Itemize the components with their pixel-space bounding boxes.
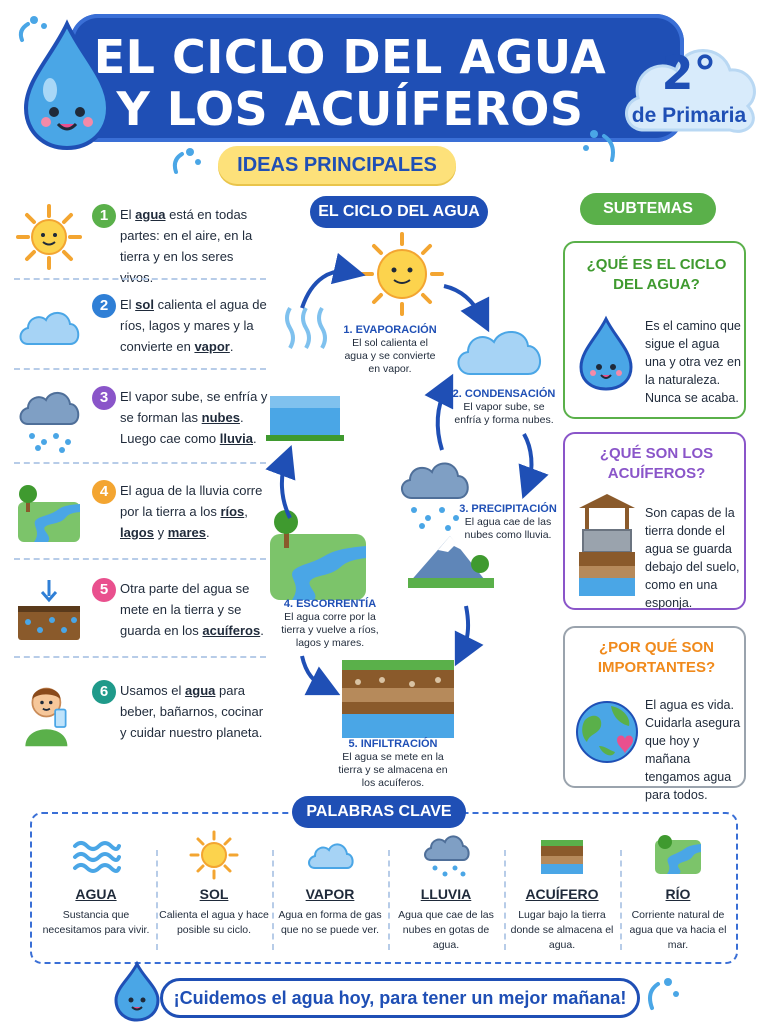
cloud-icon bbox=[14, 292, 84, 362]
waves-icon bbox=[71, 830, 121, 880]
keyword-definition: Lugar bajo la tierra donde se almacena el agua. bbox=[510, 909, 614, 951]
cycle-step bbox=[332, 738, 454, 790]
idea-number: 5 bbox=[92, 578, 116, 602]
cycle-arrow bbox=[302, 656, 326, 688]
step-text: El agua corre por la tierra y vuelve a ríos, lagos y mares. bbox=[281, 611, 379, 649]
ideas-heading: IDEAS PRINCIPALES bbox=[218, 146, 456, 184]
step-title: 2. CONDENSACIÓN bbox=[452, 388, 556, 400]
idea-item bbox=[14, 290, 267, 378]
rain-cloud-icon bbox=[14, 384, 84, 454]
cycle-step bbox=[452, 388, 556, 427]
keyword-term: ACUÍFERO bbox=[525, 886, 599, 902]
cloud-icon bbox=[305, 830, 355, 880]
step-text: El agua se mete en la tierra y se almacena en los acuíferos. bbox=[338, 751, 448, 789]
sun-icon bbox=[14, 202, 84, 272]
keyword-term: RÍO bbox=[665, 886, 691, 902]
idea-number: 1 bbox=[92, 204, 116, 228]
subtopic-card bbox=[563, 432, 746, 610]
idea-item bbox=[14, 476, 264, 564]
card-text: Es el camino que sigue el agua una y otra vez en la naturaleza. Nunca se acaba. bbox=[645, 319, 741, 405]
card-title: ¿QUÉ ES EL CICLO DEL AGUA? bbox=[586, 256, 727, 293]
aquifer-layers-icon bbox=[342, 660, 454, 738]
child-drinking-icon bbox=[14, 678, 84, 748]
idea-text: El sol calienta el agua de ríos, lagos y mares y la convierte en vapor. bbox=[120, 297, 267, 354]
cycle-arrow bbox=[444, 286, 482, 318]
water-splash-icon bbox=[578, 124, 618, 168]
page-title-line-2: Y LOS ACUÍFEROS bbox=[116, 82, 584, 136]
cycle-step bbox=[276, 598, 384, 650]
evaporation-water-icon bbox=[266, 308, 344, 438]
sun-icon bbox=[189, 830, 239, 880]
keyword-term: AGUA bbox=[75, 886, 117, 902]
grade-number: 2° bbox=[661, 46, 717, 100]
idea-text: El vapor sube, se enfría y se forman las nubes. Luego cae como lluvia. bbox=[120, 389, 268, 446]
idea-number: 3 bbox=[92, 386, 116, 410]
sun-icon bbox=[362, 234, 442, 314]
water-splash-icon bbox=[644, 972, 684, 1016]
idea-number: 6 bbox=[92, 680, 116, 704]
cycle-arrow bbox=[438, 388, 446, 450]
card-title: ¿POR QUÉ SON IMPORTANTES? bbox=[597, 639, 716, 676]
keyword-term: LLUVIA bbox=[420, 886, 472, 902]
idea-text: El agua de la lluvia corre por la tierra a los ríos, lagos y mares. bbox=[120, 483, 263, 540]
idea-item bbox=[14, 574, 264, 662]
idea-item bbox=[14, 676, 264, 764]
grade-label: de Primaria bbox=[631, 104, 747, 127]
idea-number: 2 bbox=[92, 294, 116, 318]
river-icon bbox=[653, 830, 703, 880]
cycle-arrow bbox=[302, 271, 350, 308]
divider bbox=[14, 462, 266, 464]
keyword-definition: Agua que cae de las nubes en gotas de agua. bbox=[398, 909, 494, 951]
divider bbox=[14, 368, 266, 370]
cycle-step bbox=[456, 503, 560, 542]
idea-text: Otra parte del agua se mete en la tierra y se guarda en los acuíferos. bbox=[120, 581, 264, 638]
cycle-arrow bbox=[462, 606, 468, 652]
river-landscape-icon bbox=[14, 478, 84, 548]
keyword-definition: Sustancia que necesitamos para vivir. bbox=[42, 909, 150, 936]
subtopics-heading: SUBTEMAS bbox=[580, 193, 716, 225]
keyword-term: VAPOR bbox=[305, 886, 355, 902]
idea-text: El agua está en todas partes: en el aire, en la tierra y en los seres vivos. bbox=[120, 207, 253, 285]
water-drop-icon bbox=[575, 315, 637, 391]
idea-text: Usamos el agua para beber, bañarnos, cocinar y cuidar nuestro planeta. bbox=[120, 683, 264, 740]
keyword-definition: Agua en forma de gas que no se puede ver. bbox=[278, 909, 382, 936]
footer-slogan: ¡Cuidemos el agua hoy, para tener un mejor mañana! bbox=[160, 978, 640, 1018]
step-title: 3. PRECIPITACIÓN bbox=[459, 503, 557, 515]
idea-item bbox=[14, 200, 264, 288]
keyword-definition: Calienta el agua y hace posible su ciclo. bbox=[159, 909, 269, 936]
water-drop-mascot-icon bbox=[112, 960, 162, 1022]
card-text: Son capas de la tierra donde el agua se guarda debajo del suelo, como en una esponja. bbox=[645, 506, 740, 610]
step-text: El sol calienta el agua y se convierte en vapor. bbox=[344, 337, 436, 375]
keyword-definition: Corriente natural de agua que va hacia el mar. bbox=[629, 909, 727, 951]
divider bbox=[14, 278, 266, 280]
cycle-arrow bbox=[524, 434, 531, 484]
cycle-heading: EL CICLO DEL AGUA bbox=[310, 196, 488, 228]
mountain-icon bbox=[408, 536, 494, 588]
cycle-step bbox=[340, 324, 440, 376]
cycle-arrow bbox=[282, 460, 290, 518]
divider bbox=[14, 558, 266, 560]
water-drop-mascot-icon bbox=[12, 16, 122, 154]
earth-heart-icon bbox=[573, 698, 641, 766]
step-title: 1. EVAPORACIÓN bbox=[343, 324, 437, 336]
subtopic-card bbox=[563, 241, 746, 419]
keyword-term: SOL bbox=[199, 886, 229, 902]
idea-number: 4 bbox=[92, 480, 116, 504]
river-landscape-icon bbox=[270, 510, 366, 600]
step-text: El vapor sube, se enfría y forma nubes. bbox=[454, 401, 554, 426]
subtopic-card bbox=[563, 626, 746, 802]
card-text: El agua es vida. Cuidarla asegura que hoy y mañana tengamos agua para todos. bbox=[645, 698, 741, 802]
well-icon bbox=[575, 492, 639, 600]
water-splash-icon bbox=[170, 142, 206, 178]
cloud-icon bbox=[458, 332, 540, 374]
divider bbox=[14, 656, 266, 658]
soil-infiltration-icon bbox=[14, 576, 84, 646]
idea-item bbox=[14, 382, 268, 470]
aquifer-layers-icon bbox=[537, 830, 587, 880]
step-title: 4. ESCORRENTÍA bbox=[283, 598, 377, 610]
rain-cloud-icon bbox=[421, 830, 471, 880]
card-title: ¿QUÉ SON LOS ACUÍFEROS? bbox=[599, 445, 714, 482]
page-title-line-1: EL CICLO DEL AGUA bbox=[93, 30, 607, 84]
step-title: 5. INFILTRACIÓN bbox=[348, 738, 438, 750]
step-text: El agua cae de las nubes como lluvia. bbox=[464, 516, 552, 541]
keywords-heading: PALABRAS CLAVE bbox=[292, 796, 466, 828]
